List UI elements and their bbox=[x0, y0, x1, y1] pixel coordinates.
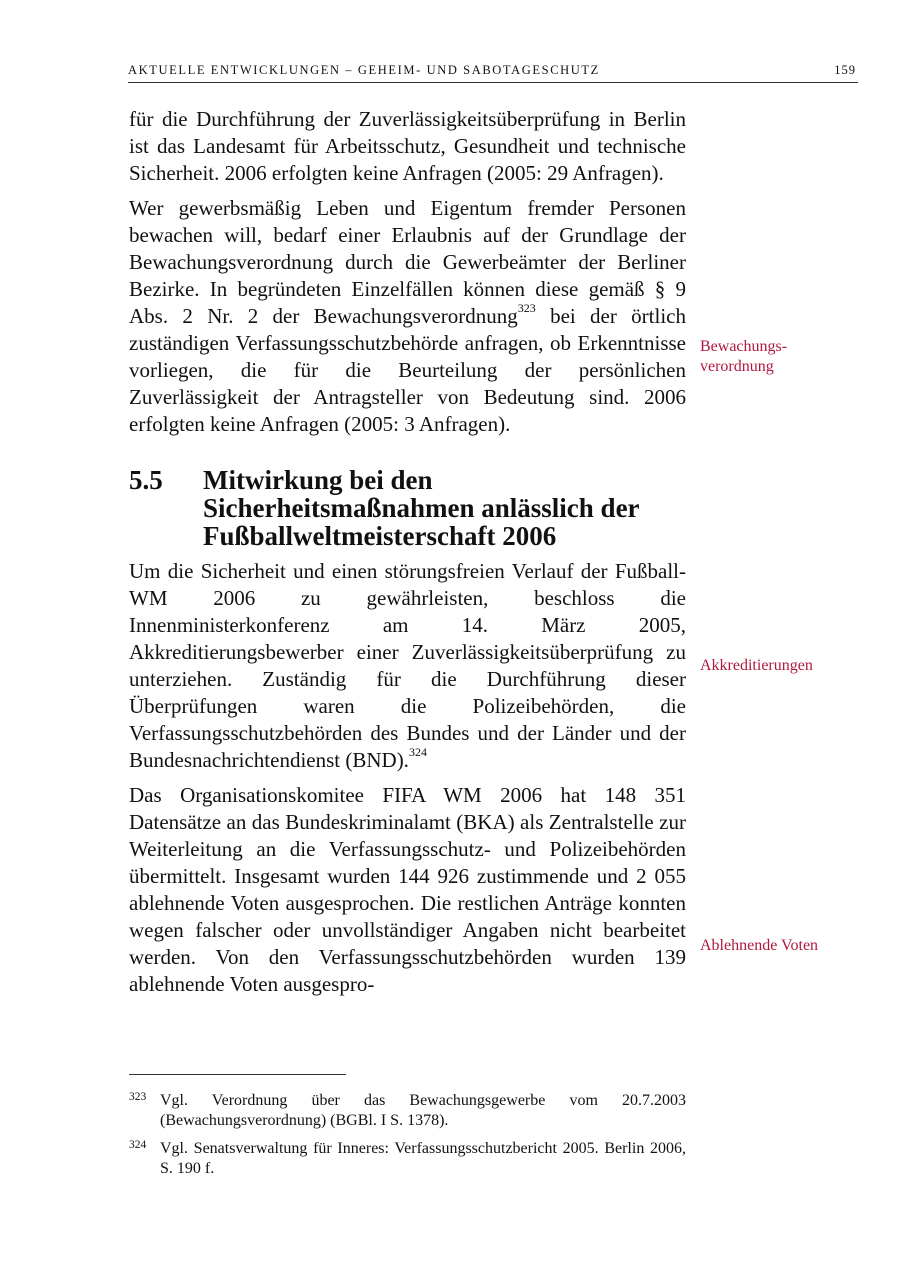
running-title: AKTUELLE ENTWICKLUNGEN – GEHEIM- UND SABOTAGESCHUTZ bbox=[128, 63, 600, 77]
footnote-324 bbox=[129, 1139, 686, 1179]
main-text bbox=[129, 106, 686, 1006]
footnote-323 bbox=[129, 1091, 686, 1131]
margin-note-bewachungsverordnung bbox=[700, 337, 850, 377]
footnote-text: Vgl. Senatsverwaltung für Inneres: Verfassungsschutzbericht 2005. Berlin 2006, S. 190 f. bbox=[160, 1140, 686, 1177]
footnote-text: Vgl. Verordnung über das Bewachungsgewerbe vom 20.7.2003 (Bewachungsverordnung) (BGBl. I S. 1378). bbox=[160, 1092, 686, 1129]
paragraph-2-part-b: bei der örtlich zuständigen Verfassungsschutzbehörde anfragen, ob Erkenntnisse vorliegen, die für die Beurteilung der persönlichen Zuverlässigkeit der Antragsteller von Bedeutung sind. 2006 erfolgten keine Anfragen (2005: 3 Anfragen). bbox=[129, 304, 686, 436]
page-number: 159 bbox=[834, 63, 856, 77]
paragraph-1: für die Durchführung der Zuverlässigkeitsüberprüfung in Berlin ist das Landesamt für Arbeitsschutz, Gesundheit und technische Sicherheit. 2006 erfolgten keine Anfragen (2005: 29 Anfragen). bbox=[129, 107, 686, 185]
paragraph-3-text: Um die Sicherheit und einen störungsfreien Verlauf der Fußball-WM 2006 zu gewährleisten, beschloss die Innenministerkonferenz am 14. März 2005, Akkreditierungsbewerber einer Zuverlässigkeitsüberprüfung zu unterziehen. Zuständig für die Durchführung dieser Überprüfungen waren die Polizeibehörden, die Verfassungsschutzbehörden des Bundes und der Länder und der Bundesnachrichtendienst (BND). bbox=[129, 559, 686, 772]
section-number: 5.5 bbox=[129, 465, 163, 495]
footnote-ref-324[interactable]: 324 bbox=[408, 745, 427, 759]
section-title: Mitwirkung bei den Sicherheitsmaßnahmen anlässlich der Fußballweltmeisterschaft 2006 bbox=[203, 465, 640, 551]
margin-note-akkreditierungen: Akkreditierungen bbox=[700, 657, 813, 674]
running-header bbox=[128, 62, 858, 83]
footnotes bbox=[129, 1091, 686, 1187]
margin-note-1-line-2: verordnung bbox=[700, 358, 774, 375]
paragraph-2 bbox=[129, 195, 686, 438]
section-heading bbox=[129, 466, 686, 550]
margin-note-1-line-1: Bewachungs- bbox=[700, 338, 788, 355]
footnote-number: 323 bbox=[129, 1091, 147, 1103]
paragraph-3 bbox=[129, 558, 686, 774]
margin-note-ablehnende-voten: Ablehnende Voten bbox=[700, 937, 819, 954]
footnote-ref-323[interactable]: 323 bbox=[517, 301, 536, 315]
footnote-separator bbox=[129, 1074, 346, 1075]
paragraph-2-part-a: Wer gewerbsmäßig Leben und Eigentum fremder Personen bewachen will, bedarf einer Erlaubnis auf der Grundlage der Bewachungsverordnung durch die Gewerbeämter der Berliner Bezirke. In begründeten Einzelfällen können diese gemäß § 9 Abs. 2 Nr. 2 der Bewachungsverordnung bbox=[129, 196, 686, 328]
footnote-number: 324 bbox=[129, 1139, 147, 1151]
paragraph-4: Das Organisationskomitee FIFA WM 2006 hat 148 351 Datensätze an das Bundeskriminalamt (BKA) als Zentralstelle zur Weiterleitung an die Verfassungsschutz- und Polizeibehörden übermittelt. Insgesamt wurden 144 926 zustimmende und 2 055 ablehnende Voten ausgesprochen. Die restlichen Anträge konnten wegen falscher oder unvollständiger Angaben nicht bearbeitet werden. Von den Verfassungsschutzbehörden wurden 139 ablehnende Voten ausgespro- bbox=[129, 783, 686, 996]
